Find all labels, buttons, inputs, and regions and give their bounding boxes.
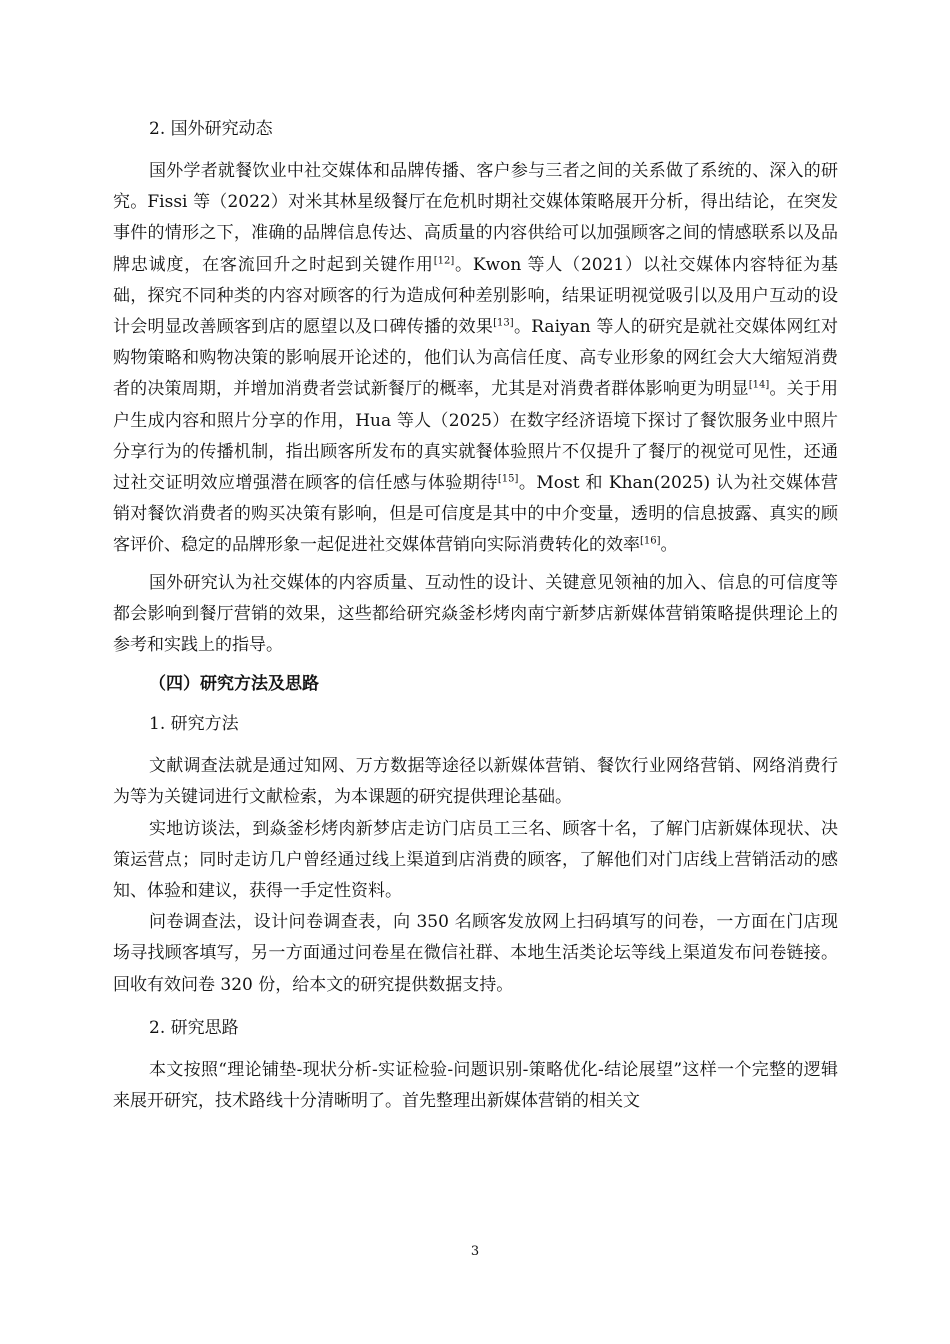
subheading-methods: 1. 研究方法 <box>149 714 239 735</box>
paragraph-survey-method: 问卷调查法，设计问卷调查表，向 350 名顾客发放网上扫码填写的问卷，一方面在门店现场寻找顾客填写，另一方面通过问卷星在微信社群、本地生活类论坛等线上渠道发布问卷链接。回收有效问卷 320 份，给本文的研究提供数据支持。 <box>113 912 838 995</box>
text-run: 。关于用户生成内容和照片分享的作用，Hua 等人（2025）在数字经济语境下探讨了餐饮服务业中照片分享行为的传播机制，指出顾客所发布的真实就餐体验照片不仅提升了餐厅的视觉可见性，还通过社交证明效应增强潜在顾客的信任感与体验期待 <box>113 379 839 494</box>
text-run: 。Raiyan 等人的研究是就社交媒体网红对购物策略和购物决策的影响展开论述的，他们认为高信任度、高专业形象的网红会大大缩短消费者的决策周期，并增加消费者尝试新餐厅的概率，尤其是对消费者群体影响更为明显 <box>113 317 839 400</box>
paragraph-research-ideas: 本文按照“理论铺垫-现状分析-实证检验-问题识别-策略优化-结论展望”这样一个完整的逻辑来展开研究，技术路线十分清晰明了。首先整理出新媒体营销的相关文 <box>113 1059 838 1112</box>
document-body <box>113 112 838 1117</box>
page-number: 3 <box>470 1244 480 1259</box>
citation-13: [13] <box>493 317 514 329</box>
text-run: 。 <box>660 535 678 556</box>
citation-16: [16] <box>640 535 661 547</box>
text-run: 国外学者就餐饮业中社交媒体和品牌传播、客户参与三者之间的关系做了系统的、深入的研究。Fissi 等（2022）对米其林星级餐厅在危机时期社交媒体策略展开分析，得出结论，在突发事件的情形之下，准确的品牌信息传达、高质量的内容供给可以加强顾客之间的情感联系以及品牌忠诚度，在客流回升之时起到关键作用 <box>113 161 838 275</box>
paragraph-foreign-summary: 国外研究认为社交媒体的内容质量、互动性的设计、关键意见领袖的加入、信息的可信度等都会影响到餐厅营销的效果，这些都给研究焱釜杉烤肉南宁新梦店新媒体营销策略提供理论上的参考和实践上的指导。 <box>113 572 838 656</box>
subheading-research-ideas: 2. 研究思路 <box>149 1017 239 1038</box>
citation-14: [14] <box>748 379 770 391</box>
section-heading-methods: （四）研究方法及思路 <box>149 674 319 695</box>
citation-15: [15] <box>497 473 519 485</box>
paragraph-foreign-research <box>113 156 838 562</box>
section-heading-foreign-research: 2. 国外研究动态 <box>149 119 273 139</box>
text-run: 。Most 和 Khan(2025) 认为社交媒体营销对餐饮消费者的购买决策有影响，但是可信度是其中的中介变量，透明的信息披露、真实的顾客评价、稳定的品牌形象一起促进社交媒体营销向实际消费转化的效率 <box>113 473 839 556</box>
citation-12: [12] <box>433 254 455 266</box>
text-run: 。Kwon 等人（2021）以社交媒体内容特征为基础，探究不同种类的内容对顾客的行为造成何种差别影响，结果证明视觉吸引以及用户互动的设计会明显改善顾客到店的愿望以及口碑传播的效果 <box>113 254 839 338</box>
paragraph-literature-method: 文献调查法就是通过知网、万方数据等途径以新媒体营销、餐饮行业网络营销、网络消费行为等为关键词进行文献检索，为本课题的研究提供理论基础。 <box>113 756 838 808</box>
paragraph-interview-method: 实地访谈法，到焱釜杉烤肉新梦店走访门店员工三名、顾客十名，了解门店新媒体现状、决策运营点；同时走访几户曾经通过线上渠道到店消费的顾客，了解他们对门店线上营销活动的感知、体验和建议，获得一手定性资料。 <box>113 818 838 902</box>
